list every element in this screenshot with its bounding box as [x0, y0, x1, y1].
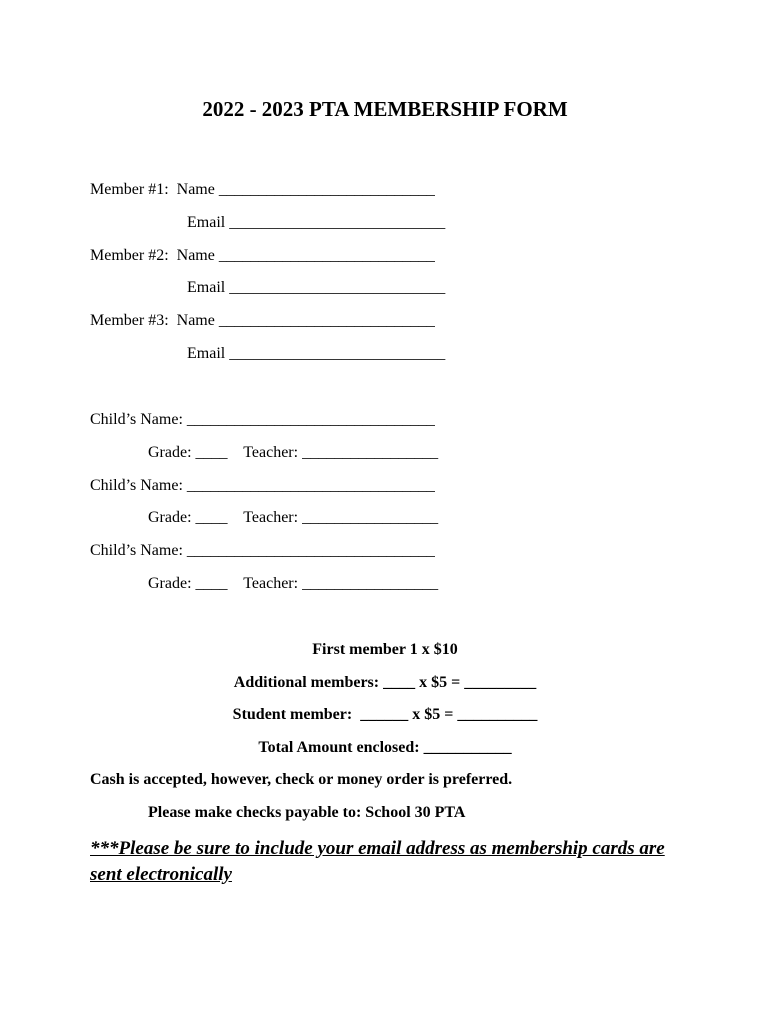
additional-members-fee: Additional members: ____ x $5 = _________ — [233, 674, 537, 691]
child-2-name-line: Child’s Name: _______________________________ — [90, 477, 435, 494]
child-3-grade-teacher-line: Grade: ____ Teacher: _________________ — [148, 575, 439, 592]
member-3-name-line: Member #3: Name ___________________________ — [90, 312, 435, 329]
member-3-email-line: Email ___________________________ — [187, 345, 446, 362]
email-notice: ***Please be sure to include your email address as membership cards are sent electronically — [90, 838, 665, 885]
child-1-grade-teacher-line: Grade: ____ Teacher: _________________ — [148, 444, 439, 461]
child-1-name-line: Child’s Name: _______________________________ — [90, 411, 435, 428]
student-member-fee: Student member: ______ x $5 = __________ — [232, 706, 538, 723]
child-3-name-line: Child’s Name: _______________________________ — [90, 542, 435, 559]
member-1-name-line: Member #1: Name ___________________________ — [90, 181, 435, 198]
member-1-email-line: Email ___________________________ — [187, 214, 446, 231]
child-2-grade-teacher-line: Grade: ____ Teacher: _________________ — [148, 509, 439, 526]
member-2-name-line: Member #2: Name ___________________________ — [90, 247, 435, 264]
total-amount-line: Total Amount enclosed: ___________ — [258, 739, 512, 756]
first-member-fee: First member 1 x $10 — [312, 641, 458, 658]
member-2-email-line: Email ___________________________ — [187, 279, 446, 296]
form-title: 2022 - 2023 PTA MEMBERSHIP FORM — [202, 97, 568, 121]
cash-note: Cash is accepted, however, check or money order is preferred. — [90, 771, 513, 788]
payable-to-note: Please make checks payable to: School 30 PTA — [148, 804, 466, 821]
